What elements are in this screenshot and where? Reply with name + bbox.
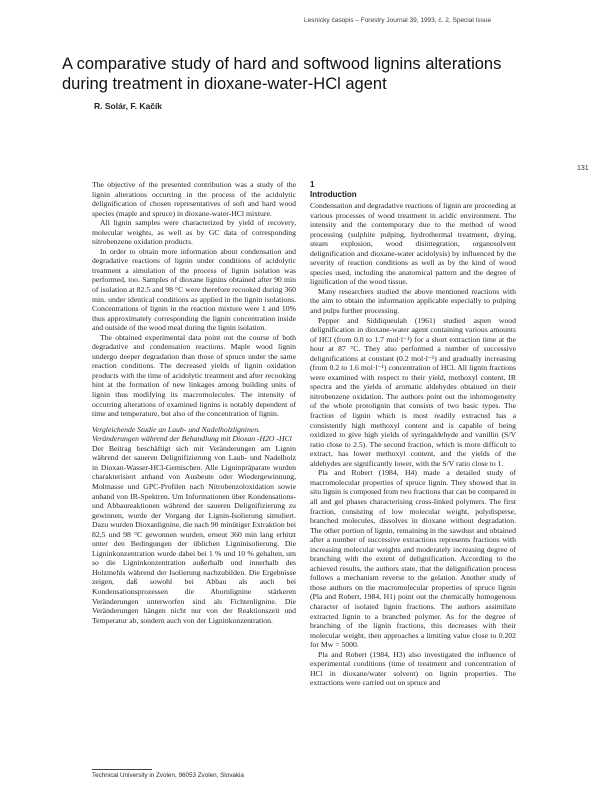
paper-title: A comparative study of hard and softwood lignins alterations during treatment in dioxane-water-HCl agent [62, 55, 502, 93]
abstract-paragraph: All lignin samples were characterized by yield of recovery, molecular weights, as well as by GC data of corresponding nitrobenzene oxidation products. [92, 218, 296, 247]
intro-paragraph: Many researchers studied the above mentioned reactions with the aim to obtain the information applicable especially to pulping and pulps further processing. [310, 286, 516, 316]
intro-paragraph: Pepper and Siddiqueulah (1961) studied aspen wood delignification in dioxane-water agent containing various amounts of HCl (from 0.0 to 1.7 mol·l⁻¹) for a short extraction time at the hour at 87 °C. They also performed a number of successive delignifications at constant (0.2 mol·l⁻¹) and gradually increasing (from 0.2 to 1.6 mol·l⁻¹) concentration of HCl. All lignin fractions were examined with respect to their yield, methoxyl content, IR spectra and the yields of aromatic aldehydes obtained on their nitrobenzene oxidation. The authors point out the inhomogeneity of the whole protolignin that consists of two basic types. The fraction of lignin which is most readily extracted has a consistently high methoxyl content and is capable of being oxidized to give high yields of syringaldehyde and vanillin (S/V ratio close to 2.5). The second fraction, which is more difficult to extract, has lower methoxyl content, and the yields of the aldehydes are significantly lower, with the S/V ratio close to 1. [310, 315, 516, 468]
left-column [92, 180, 296, 625]
footnote: Technical University in Zvolen, 96053 Zvolen, Slovakia [92, 772, 244, 779]
running-head: Lesnícky časopis – Forestry Journal 39, 1993, č. 2, Special Issue [304, 17, 492, 24]
abstract-paragraph: The obtained experimental data point out the course of both degradative and condensation reactions. Maple wood lignin undergo deeper degradation than those of spruce under the same reaction conditions. The decreased yields of lignin oxidation products with the time of acidolytic treatment and after recooking hint at the formation of new linkages among building units of lignin thus modifying its macromolecules. The intensity of occurring alterations of examined lignins is notably dependent of time and temperature, but also of the concentration of lignin. [92, 332, 296, 419]
authors: R. Solár, F. Kačík [94, 101, 163, 111]
footnote-rule [92, 769, 152, 770]
intro-paragraph: Condensation and degradative reactions of lignin are proceeding at various processes of wood treatment in acidic environment. The intensity and the contemporary due to the method of wood processing (sulphite pulping, hydrothermal treatment, drying, steam explosion, wood disintegration, organosolvent delignification and dioxane-water acidolysis) by influenced by the severity of reaction conditions as well as by the kind of wood species used, including the anatomical pattern and the degree of lignification of the wood tissue. [310, 201, 516, 287]
intro-paragraph: Pla and Robert (1984, H3) also investigated the influence of experimental conditions (time of treatment and concentration of HCl in dioxane/water solvent) on lignin properties. The extractions were carried out on spruce and [310, 649, 516, 688]
section-number: 1 [310, 180, 315, 189]
section-heading: Introduction [310, 190, 357, 199]
right-column [310, 180, 516, 688]
german-title: Vergleichende Studie an Laub- und Nadelholzligninen. Veränderungen während der Behandlung mit Dioxan -H2O -HCl [92, 424, 292, 444]
german-abstract: Der Beitrag beschäftigt sich mit Veränderungen am Lignin während der saueren Delignifizierung von Laub- und Nadelholz in Dioxan-Wasser-HCl-Gemischen. Alle Ligninpräparate wurden charakterisiert anhand von Ausbeute oder Wiedergewinnung, Molmasse und GPC-Profilen nach Nitrobenzoloxidation sowie anhand von IR-Spektren. Um Informationen über Kondensations- und Abbaureaktionen während der saueren Delignifizierung zu gewinnen, wurde der Vorgang der Lignin-Isolierung simuliert. Dazu wurden Dioxanlignine, die nach 90 minütiger Extraktion bei 82,5 und 98 °C gewonnen wurden, erneut 360 min lang erhitzt unter den Bedingungen der üblichen Ligninisolierung. Die Ligninkonzentration wurde dabei bei 1 % und 10 % gehalten, um so die Ligninkonzentration außerhalb und innerhalb des Holzmehls während der Isolierung nachzubilden. Die Ergebnisse zeigen, daß sowohl bei Abbau als auch bei Kondensationsprozessen die Ahornlignine stärkeren Veränderungen unterworfen sind als Fichtenlignine. Die Veränderungen hängen nicht nur von der Reaktionszeit und Temperatur ab, sondern auch von der Ligninkonzentration. [92, 443, 296, 625]
abstract-paragraph: In order to obtain more information about condensation and degradative reactions of lignin under conditions of acidolytic treatment a simulation of the process of lignin isolation was performed, too. Samples of dioxane lignins obtained after 90 min of isolation at 82.5 and 98 °C were therefore recooked during 360 min. under identical conditions as applied in the lignin isolations. Concentrations of lignin in the reaction mixture were 1 and 10% thus approximately corresponding the lignin concentration inside and outside of the wood meal during the lignin isolation. [92, 246, 296, 333]
intro-paragraph: Pla and Robert (1984, H4) made a detailed study of macromolecular properties of spruce lignin. They showed that in situ lignin is composed from two fractions that can be compared in all and gel phases characterising cross-linked polymers. The first fraction, consisting of low molecular weight, polydisperse, branched molecules, dissolves in dioxane without degradation. The other portion of lignin, remaining in the sawdust and obtained after a number of successive extractions represents fractions with increasing molecular weights and moderately increasing degree of branching with the extent of delignification. According to the achieved results, the authors state, that the delignification process follows a mechanism reverse to the gelation. Another study of those authors on the macromolecular properties of spruce lignin (Pla and Robert, 1984, H1) point out the chemically homogenous character of isolated lignin fractions. The authors assimilate extracted lignin to a branched polymer. As for the degree of branching of the lignin fractions, this decreases with their molecular weight, then approaches a limiting value close to 0.202 for Mw = 5000. [310, 468, 516, 650]
page-number: 131 [577, 165, 589, 172]
abstract-paragraph: The objective of the presented contribution was a study of the lignin alterations occurring in the process of the acidolytic delignification of chosen representatives of soft and hard wood species (maple and spruce) in dioxane-water-HCl mixture. [92, 180, 296, 218]
